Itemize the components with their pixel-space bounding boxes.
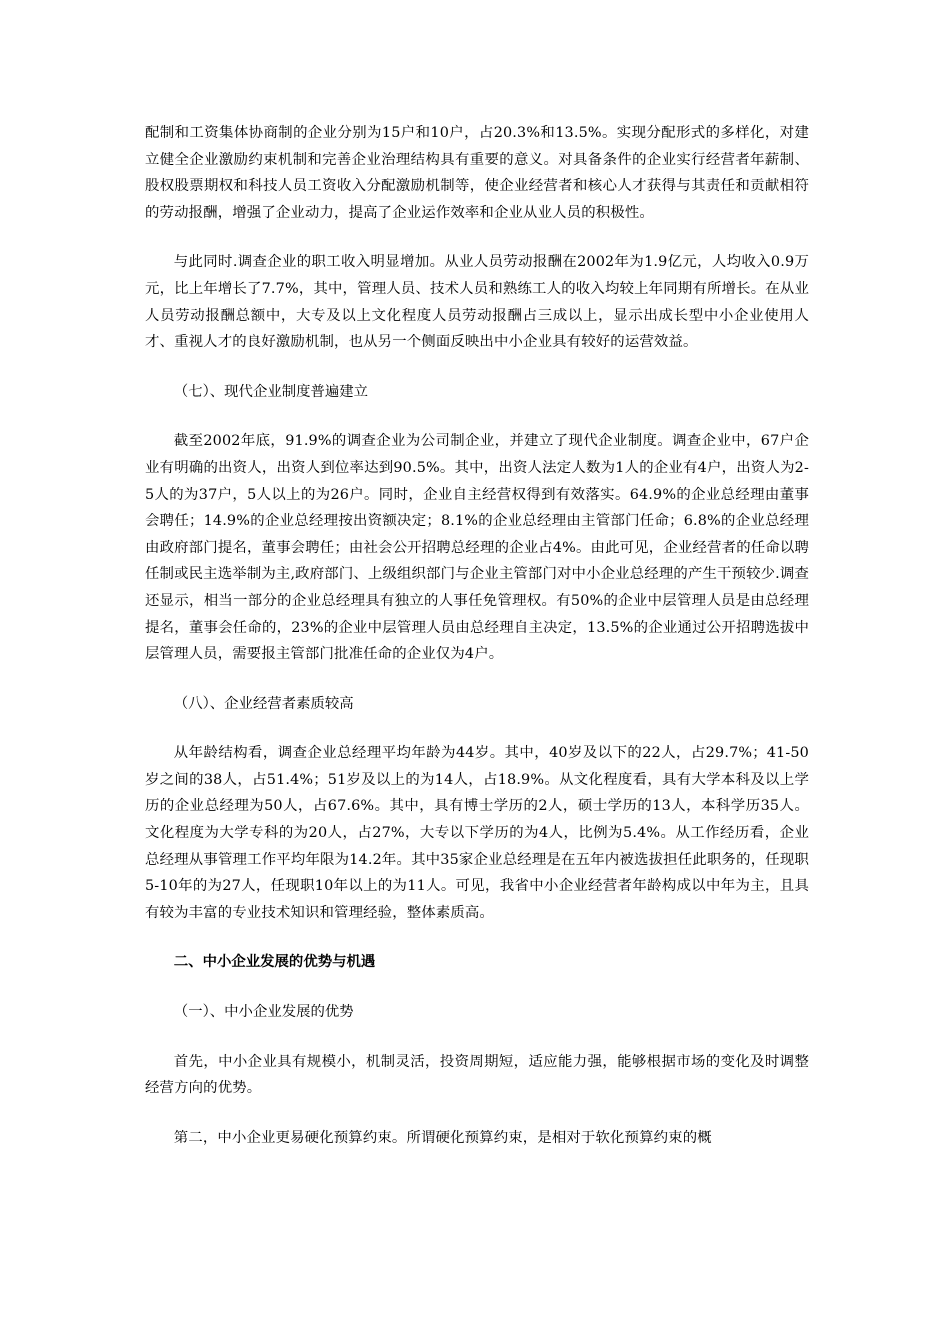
body-paragraph-second-advantage: 第二，中小企业更易硬化预算约束。所谓硬化预算约束，是相对于软化预算约束的概 bbox=[173, 1129, 712, 1146]
body-paragraph-employee-income: 与此同时.调查企业的职工收入明显增加。从业人员劳动报酬在2002年为1.9亿元，人均收入0.9万元，比上年增长了7.7%，其中，管理人员、技术人员和熟练工人的收入均较上年同期有所增长。在从业人员劳动报酬总额中，大专及以上文化程度人员劳动报酬占三成以上，显示出成长型中小企业使用人才、重视人才的良好激励机制，也从另一个侧面反映出中小企业具有较好的运营效益。 bbox=[145, 254, 809, 351]
subheading-modern-enterprise-system: （七）、现代企业制度普遍建立 bbox=[173, 383, 369, 400]
section-heading-advantages-opportunities: 二、中小企业发展的优势与机遇 bbox=[173, 953, 376, 971]
body-paragraph-continuation: 配制和工资集体协商制的企业分别为15户和10户，占20.3%和13.5%。实现分配形式的多样化，对建立健全企业激励约束机制和完善企业治理结构具有重要的意义。对具备条件的企业实行经营者年薪制、股权股票期权和科技人员工资收入分配激励机制等，使企业经营者和核心人才获得与其责任和贡献相符的劳动报酬，增强了企业动力，提高了企业运作效率和企业从业人员的积极性。 bbox=[145, 125, 809, 221]
document-page bbox=[145, 120, 809, 1174]
subheading-advantages: （一）、中小企业发展的优势 bbox=[173, 1004, 354, 1021]
subheading-manager-quality: （八）、企业经营者素质较高 bbox=[173, 695, 354, 712]
body-paragraph-first-advantage: 首先，中小企业具有规模小，机制灵活，投资周期短，适应能力强，能够根据市场的变化及时调整经营方向的优势。 bbox=[145, 1053, 809, 1097]
body-paragraph-manager-profile: 从年龄结构看，调查企业总经理平均年龄为44岁。其中，40岁及以下的22人，占29.7%；41-50岁之间的38人，占51.4%；51岁及以上的为14人，占18.9%。从文化程度看，具有大学本科及以上学历的企业总经理为50人，占67.6%。其中，具有博士学历的2人，硕士学历的13人，本科学历35人。文化程度为大学专科的为20人，占27%，大专以下学历的为4人，比例为5.4%。从工作经历看，企业总经理从事管理工作平均年限为14.2年。其中35家企业总经理是在五年内被选拔担任此职务的，任现职5-10年的为27人，任现职10年以上的为11人。可见，我省中小企业经营者年龄构成以中年为主，且具有较为丰富的专业技术知识和管理经验，整体素质高。 bbox=[145, 745, 809, 921]
body-paragraph-corporate-system: 截至2002年底，91.9%的调查企业为公司制企业，并建立了现代企业制度。调查企业中，67户企业有明确的出资人，出资人到位率达到90.5%。其中，出资人法定人数为1人的企业有4户，出资人为2-5人的为37户，5人以上的为26户。同时，企业自主经营权得到有效落实。64.9%的企业总经理由董事会聘任；14.9%的企业总经理按出资额决定；8.1%的企业总经理由主管部门任命；6.8%的企业总经理由政府部门提名，董事会聘任；由社会公开招聘总经理的企业占4%。由此可见，企业经营者的任命以聘任制或民主选举制为主,政府部门、上级组织部门与企业主管部门对中小企业总经理的产生干预较少.调查还显示，相当一部分的企业总经理具有独立的人事任免管理权。有50%的企业中层管理人员是由总经理提名，董事会任命的，23%的企业中层管理人员由总经理自主决定，13.5%的企业通过公开招聘选拔中层管理人员，需要报主管部门批准任命的企业仅为4户。 bbox=[145, 433, 809, 663]
